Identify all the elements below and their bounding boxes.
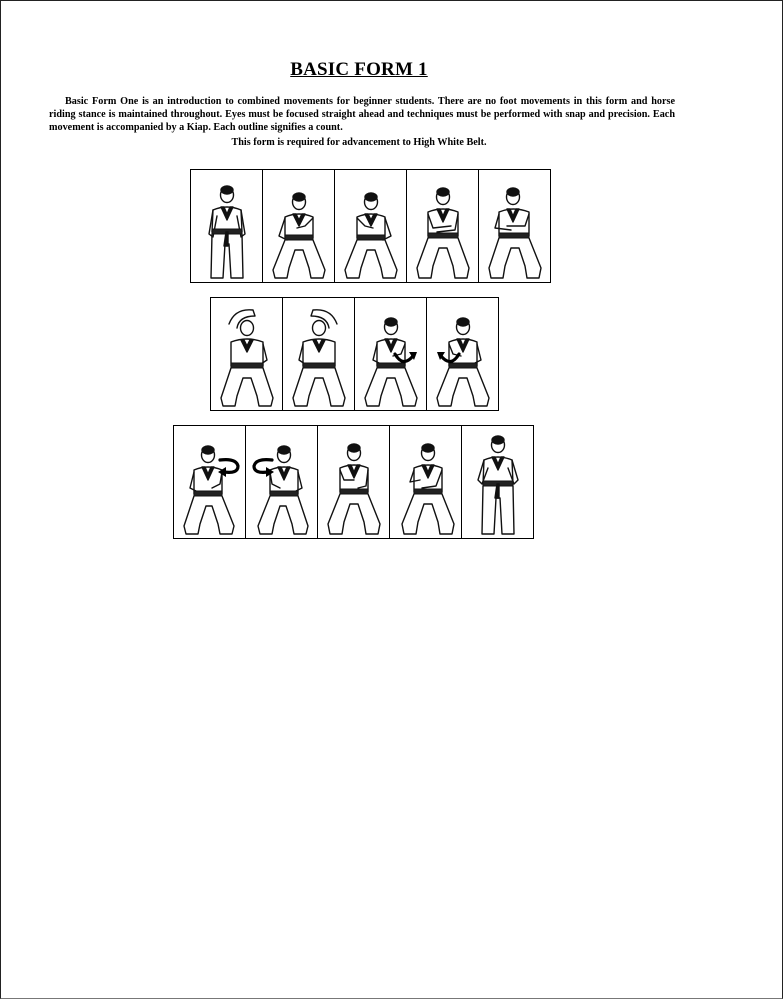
movement-panel-horse-circle-left — [245, 425, 318, 539]
movement-panel-horse-block-left — [262, 169, 335, 283]
figure-horse-stance-icon — [357, 302, 425, 410]
movement-panel-horse-high-block-right — [282, 297, 355, 411]
figure-horse-stance-icon — [392, 430, 460, 538]
movement-panel-horse-arrow-right — [354, 297, 427, 411]
figure-ready-stance-icon — [193, 174, 261, 282]
movement-panel-horse-high-block-left — [210, 297, 283, 411]
movement-panel-horse-block-right — [334, 169, 407, 283]
figure-horse-stance-icon — [265, 174, 333, 282]
figure-horse-stance-icon — [213, 302, 281, 410]
figure-horse-stance-icon — [285, 302, 353, 410]
page-title: BASIC FORM 1 — [290, 59, 428, 80]
figure-horse-stance-icon — [481, 174, 549, 282]
requirement-line: This form is required for advancement to High White Belt. — [231, 137, 487, 148]
intro-paragraph — [49, 95, 675, 134]
movement-panel-horse-cross-right — [478, 169, 551, 283]
movement-row-3 — [173, 425, 533, 539]
movement-panel-horse-punch-right — [389, 425, 462, 539]
figure-ready-stance-icon — [464, 430, 532, 538]
movement-row-1 — [190, 169, 550, 283]
figure-horse-stance-icon — [176, 430, 244, 538]
movement-row-2 — [210, 297, 498, 411]
movement-panel-ready — [190, 169, 263, 283]
figure-horse-stance-icon — [409, 174, 477, 282]
movement-panel-horse-cross-left — [406, 169, 479, 283]
movement-panel-horse-circle-right — [173, 425, 246, 539]
figure-horse-stance-icon — [248, 430, 316, 538]
figure-horse-stance-icon — [320, 430, 388, 538]
movement-panel-horse-punch-left — [317, 425, 390, 539]
intro-text: Basic Form One is an introduction to combined movements for beginner students. There are no foot movements in this form and horse riding stance is maintained throughout. Eyes must be focused straight ahead and techniques must be performed with snap and precision. Each movement is accompanied by a Kiap. Each outline signifies a count. — [49, 96, 675, 133]
figure-horse-stance-icon — [429, 302, 497, 410]
movement-panel-ready-end — [461, 425, 534, 539]
movement-panel-horse-arrow-left — [426, 297, 499, 411]
figure-horse-stance-icon — [337, 174, 405, 282]
